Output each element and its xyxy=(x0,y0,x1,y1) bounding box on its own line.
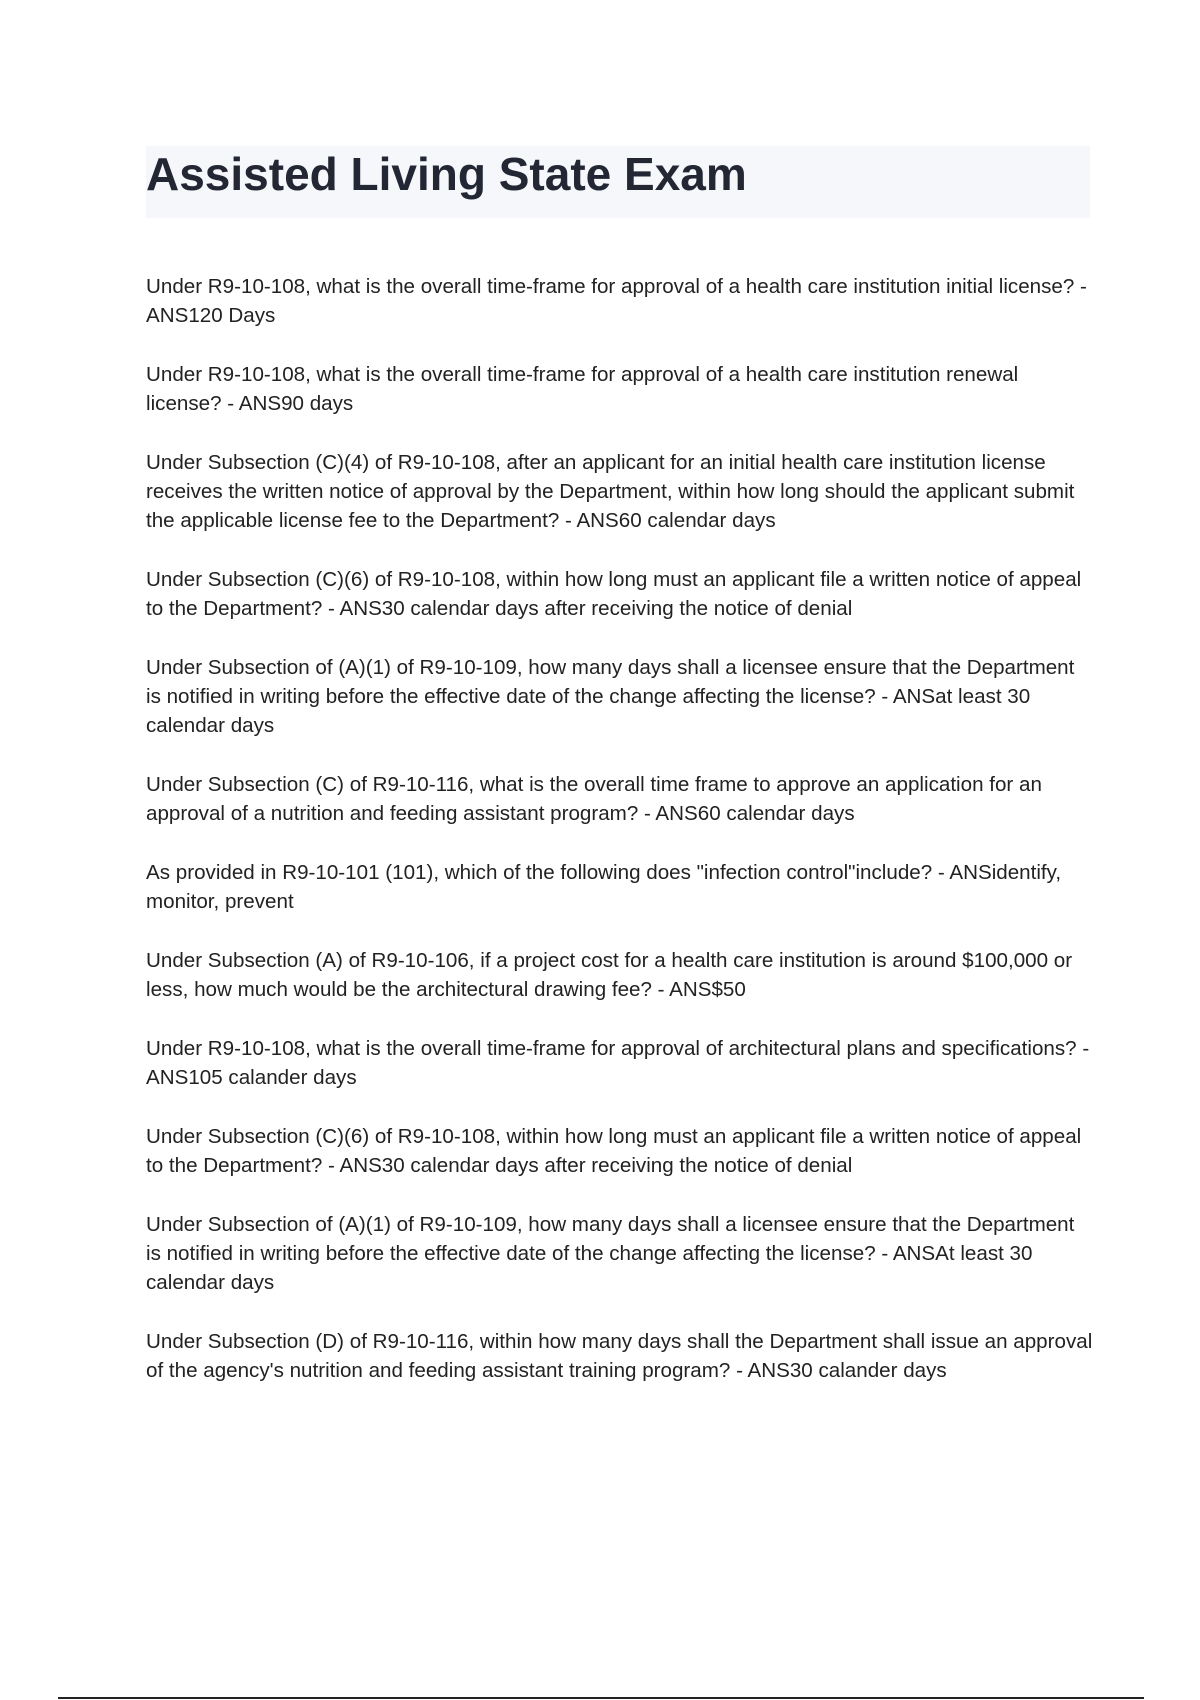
qa-item: Under Subsection (A) of R9-10-106, if a project cost for a health care institution is around $100,000 or less, how much would be the architectural drawing fee? - ANS$50 xyxy=(146,949,1073,1001)
qa-item: Under Subsection (C)(6) of R9-10-108, within how long must an applicant file a written notice of appeal to the Department? - ANS30 calendar days after receiving the notice of denial xyxy=(146,568,1082,620)
footer-divider xyxy=(58,1697,1144,1699)
qa-item: As provided in R9-10-101 (101), which of the following does "infection control"include? - ANSidentify, monitor, prevent xyxy=(146,861,1062,913)
qa-item: Under Subsection (D) of R9-10-116, within how many days shall the Department shall issue an approval of the agency's nutrition and feeding assistant training program? - ANS30 calander days xyxy=(146,1330,1093,1382)
qa-item: Under Subsection (C)(4) of R9-10-108, after an applicant for an initial health care institution license receives the written notice of approval by the Department, within how long should the applicant submit the applicable license fee to the Department? - ANS60 calendar days xyxy=(146,451,1075,532)
document-title: Assisted Living State Exam xyxy=(146,148,747,200)
qa-item: Under Subsection (C)(6) of R9-10-108, within how long must an applicant file a written notice of appeal to the Department? - ANS30 calendar days after receiving the notice of denial xyxy=(146,1125,1082,1177)
qa-item: Under Subsection (C) of R9-10-116, what is the overall time frame to approve an application for an approval of a nutrition and feeding assistant program? - ANS60 calendar days xyxy=(146,773,1042,825)
qa-item: Under R9-10-108, what is the overall time-frame for approval of a health care institution renewal license? - ANS90 days xyxy=(146,363,1019,415)
qa-item: Under R9-10-108, what is the overall time-frame for approval of architectural plans and specifications? - ANS105 calander days xyxy=(146,1037,1090,1089)
qa-item: Under R9-10-108, what is the overall time-frame for approval of a health care institution initial license? - ANS120 Days xyxy=(146,275,1087,327)
qa-item: Under Subsection of (A)(1) of R9-10-109, how many days shall a licensee ensure that the Department is notified in writing before the effective date of the change affecting the license? - ANSAt least 30 calendar days xyxy=(146,1213,1075,1294)
qa-item: Under Subsection of (A)(1) of R9-10-109, how many days shall a licensee ensure that the Department is notified in writing before the effective date of the change affecting the license? - ANSat least 30 calendar days xyxy=(146,656,1075,737)
qa-list xyxy=(146,272,1094,1385)
